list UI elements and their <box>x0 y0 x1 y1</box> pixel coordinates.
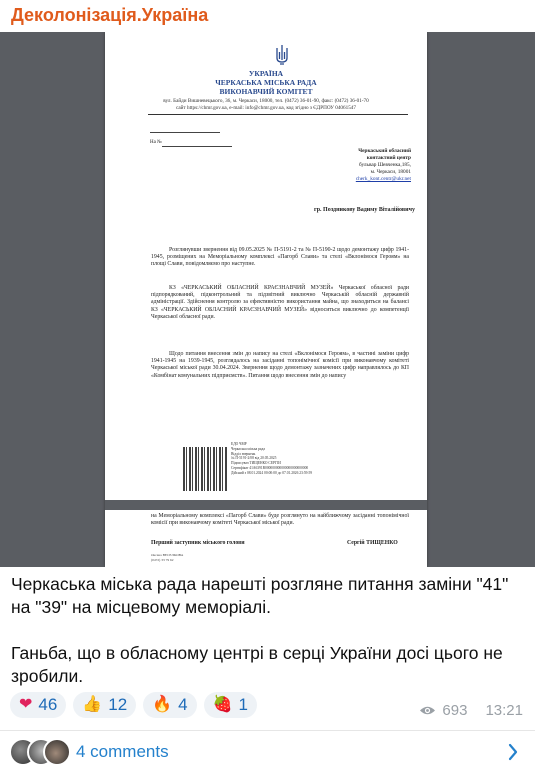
doc-council: ЧЕРКАСЬКА МІСЬКА РАДА <box>215 78 317 87</box>
document-photo[interactable] <box>0 32 535 567</box>
chevron-right-icon[interactable] <box>508 743 518 761</box>
reaction-count: 4 <box>178 695 188 714</box>
official-letter <box>105 32 427 567</box>
paragraph-3: Щодо питання внесення змін до напису на стелі «Вклонімося Героям», в частині заміни цифр 1941-1945 на 1939-1945, розглядалось на засіданні топонімічної комісії при виконавчому комітеті Черкаської міської ради 30.04.2024. Звернення щодо демонтажу зазначених цифр направлялось до КП «Комбінат комунальних підприємств». Питання щодо внесення змін до напису <box>151 351 409 379</box>
post-time: 13:21 <box>485 702 523 719</box>
avatar <box>43 738 71 766</box>
addressee: гр. Поздникову Вадиму Віталійовичу <box>314 207 415 213</box>
ref-label: На № <box>150 140 162 145</box>
fire-icon: 🔥 <box>152 696 173 713</box>
reaction-thumbs-up[interactable] <box>73 692 136 718</box>
thumbs-up-icon: 👍 <box>82 696 103 713</box>
executor-phone: (0472) 33 79 62 <box>151 558 174 562</box>
executor-name: Оксана ВЕСЕЛКОВА <box>151 553 184 557</box>
reaction-fire[interactable] <box>143 692 196 718</box>
signer-title: Перший заступник міського голови <box>151 540 245 546</box>
view-count: 693 <box>442 702 468 719</box>
message-meta <box>419 702 523 719</box>
heart-icon: ❤ <box>19 696 33 713</box>
page-break <box>105 500 427 510</box>
reaction-count: 1 <box>238 695 248 714</box>
recipient-block: Черкаський обласний контактний центр бульвар Шевченка,185, м. Черкаси, 18001 cherk_kont.centr@ukr.net <box>321 148 411 183</box>
channel-name[interactable]: Деколонізація.Україна <box>11 5 209 25</box>
strawberry-icon: 🍓 <box>212 696 233 713</box>
ref-blank <box>162 146 232 147</box>
reaction-heart[interactable] <box>10 692 66 718</box>
eye-icon <box>419 705 436 716</box>
date-blank <box>150 132 220 133</box>
doc-country: УКРАЇНА <box>248 69 284 78</box>
comments-link[interactable]: 4 comments <box>76 742 169 761</box>
doc-address: вул. Байди Вишневецького, 36, м. Черкаси, 18000, тел. (0472) 36-01-90, факс: (0472) 36-01-70 <box>163 98 369 104</box>
commenter-avatars <box>9 738 65 766</box>
trident-icon <box>275 44 289 66</box>
comments-divider <box>0 730 535 731</box>
reaction-count: 46 <box>38 695 58 714</box>
recipient-email: cherk_kont.centr@ukr.net <box>355 176 411 182</box>
paragraph-1: Розглянувши звернення від 09.05.2025 № П-5191-2 та № П-5190-2 щодо демонтажу цифр 1941-1945, розміщених на Меморіальному комплексі «Пагорб Слави» та стелі «Вклонімося Героям» на площі Слави, повідомляємо про наступне. <box>151 247 409 268</box>
reactions-bar <box>10 692 257 718</box>
post-line-1: Черкаська міська рада нарешті розгляне питання заміни "41" на "39" на місцевому меморіалі. <box>11 574 509 617</box>
paragraph-continued: на Меморіальному комплексі «Пагорб Слави» буде розглянуто на найближчому засіданні топонімічної комісії при виконавчому комітеті Черкаської міської ради. <box>151 513 409 527</box>
reaction-strawberry[interactable] <box>204 692 257 718</box>
signature-stamp: ЕДО ЧМР Черкаська міська рада Відділ звернень № П-5191-2/08 від 20.05.2025 Підписувач ТИЩЕНКО СЕРГІЙ Сертифікат 41A6391B000000000000000000000000 Дійсний з 08.01.2024 00:00:00 до 07.01.2026 23:59:59 <box>231 442 313 475</box>
post-line-2: Ганьба, що в обласному центрі в серці України досі цього не зробили. <box>11 643 503 686</box>
reaction-count: 12 <box>108 695 128 714</box>
paragraph-2: КЗ «ЧЕРКАСЬКИЙ ОБЛАСНИЙ КРАЄЗНАВЧИЙ МУЗЕЙ» Черкаської обласної ради підпорядкований, підконтрольний та підзвітний виключно Черкаській обласній державній адміністрації. Здійснення контролю за ефективністю використання майна, що знаходиться на балансі КЗ «ЧЕРКАСЬКИЙ ОБЛАСНИЙ КРАЄЗНАВЧИЙ МУЗЕЙ» відноситься виключно до компетенції Черкаської обласної ради. <box>151 285 409 320</box>
qr-code <box>183 447 227 491</box>
header-divider <box>148 114 408 115</box>
post-text <box>11 573 526 688</box>
doc-committee: ВИКОНАВЧИЙ КОМІТЕТ <box>219 87 313 96</box>
doc-site: сайт https://chmr.gov.ua, e-mail: info@chmr.gov.ua, код згідно з ЄДРПОУ 04061547 <box>175 105 356 111</box>
signer-name: Сергій ТИЩЕНКО <box>347 540 398 546</box>
